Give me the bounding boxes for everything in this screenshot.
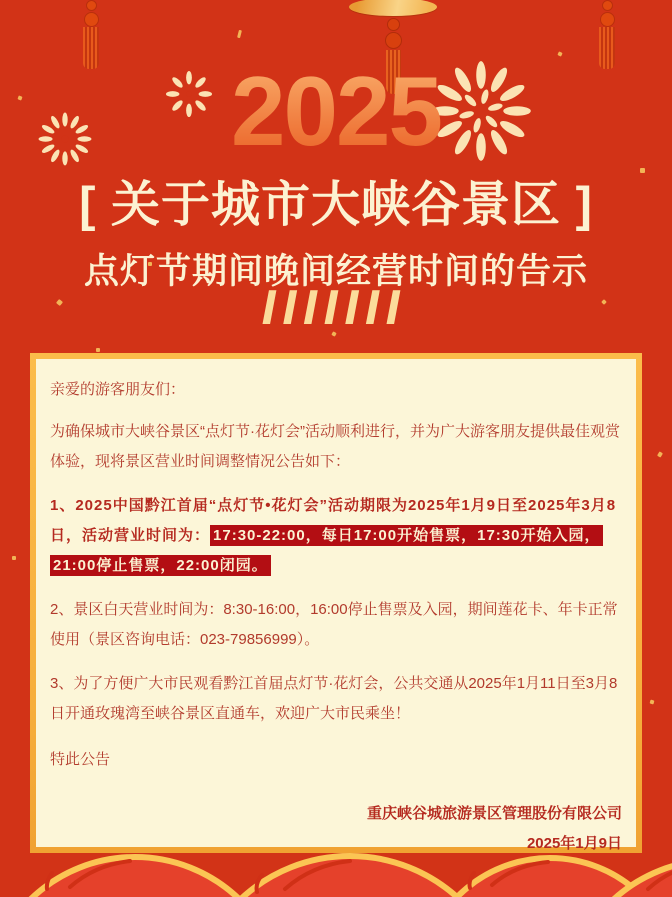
item-1-text: 1、2025中国黔江首届“点灯节•花灯会”活动期限为2025年1月9日至2025年3月8日，活动营业时间为： bbox=[50, 497, 617, 544]
lantern-garland bbox=[0, 853, 672, 897]
signature-company: 重庆峡谷城旅游景区管理股份有限公司 bbox=[366, 805, 622, 822]
poster-title: [ 关于城市大峡谷景区 ] bbox=[79, 178, 593, 232]
sparkle-dot bbox=[557, 51, 562, 56]
notice-item-2: 2、景区白天营业时间为：8:30-16:00，16:00停止售票及入园，期间莲花卡、年卡正常使用（景区咨询电话：023-79856999）。 bbox=[50, 601, 618, 648]
notice-card-body bbox=[36, 359, 636, 852]
intro-paragraph: 为确保城市大峡谷景区“点灯节·花灯会”活动顺利进行，并为广大游客朋友提供最佳观赏体验，现将景区营业时间调整情况公告如下： bbox=[50, 423, 620, 470]
salutation: 亲爱的游客朋友们： bbox=[50, 381, 186, 398]
notice-card bbox=[30, 353, 642, 853]
poster-subtitle: 点灯节期间晚间经营时间的告示 bbox=[83, 252, 588, 291]
notice-item-1 bbox=[50, 491, 622, 581]
notice-item-3: 3、为了方便广大市民观看黔江首届点灯节·花灯会，公共交通从2025年1月11日至3月8日开通玫瑰湾至峡谷景区直通车，欢迎广大市民乘坐！ bbox=[50, 675, 618, 722]
tassel-icon bbox=[596, 0, 618, 69]
sparkle-dot bbox=[237, 30, 242, 38]
tassel-icon bbox=[80, 0, 102, 69]
sparkle-dot bbox=[650, 700, 655, 705]
sparkle-dot bbox=[640, 168, 645, 173]
closing-statement: 特此公告 bbox=[50, 751, 111, 768]
signature-block bbox=[50, 799, 622, 859]
sparkle-dot bbox=[96, 348, 100, 352]
signature-date: 2025年1月9日 bbox=[526, 835, 622, 852]
item-1-highlighted-hours: 17:30-22:00，每日17:00开始售票，17:30开始入园，21:00停止售票，22:00闭园。 bbox=[50, 525, 603, 576]
slash-decoration: /////// bbox=[263, 284, 409, 331]
sparkle-dot bbox=[331, 331, 336, 336]
year-heading: 2025 bbox=[0, 62, 672, 160]
sparkle-dot bbox=[12, 556, 16, 560]
sparkle-dot bbox=[657, 451, 663, 457]
